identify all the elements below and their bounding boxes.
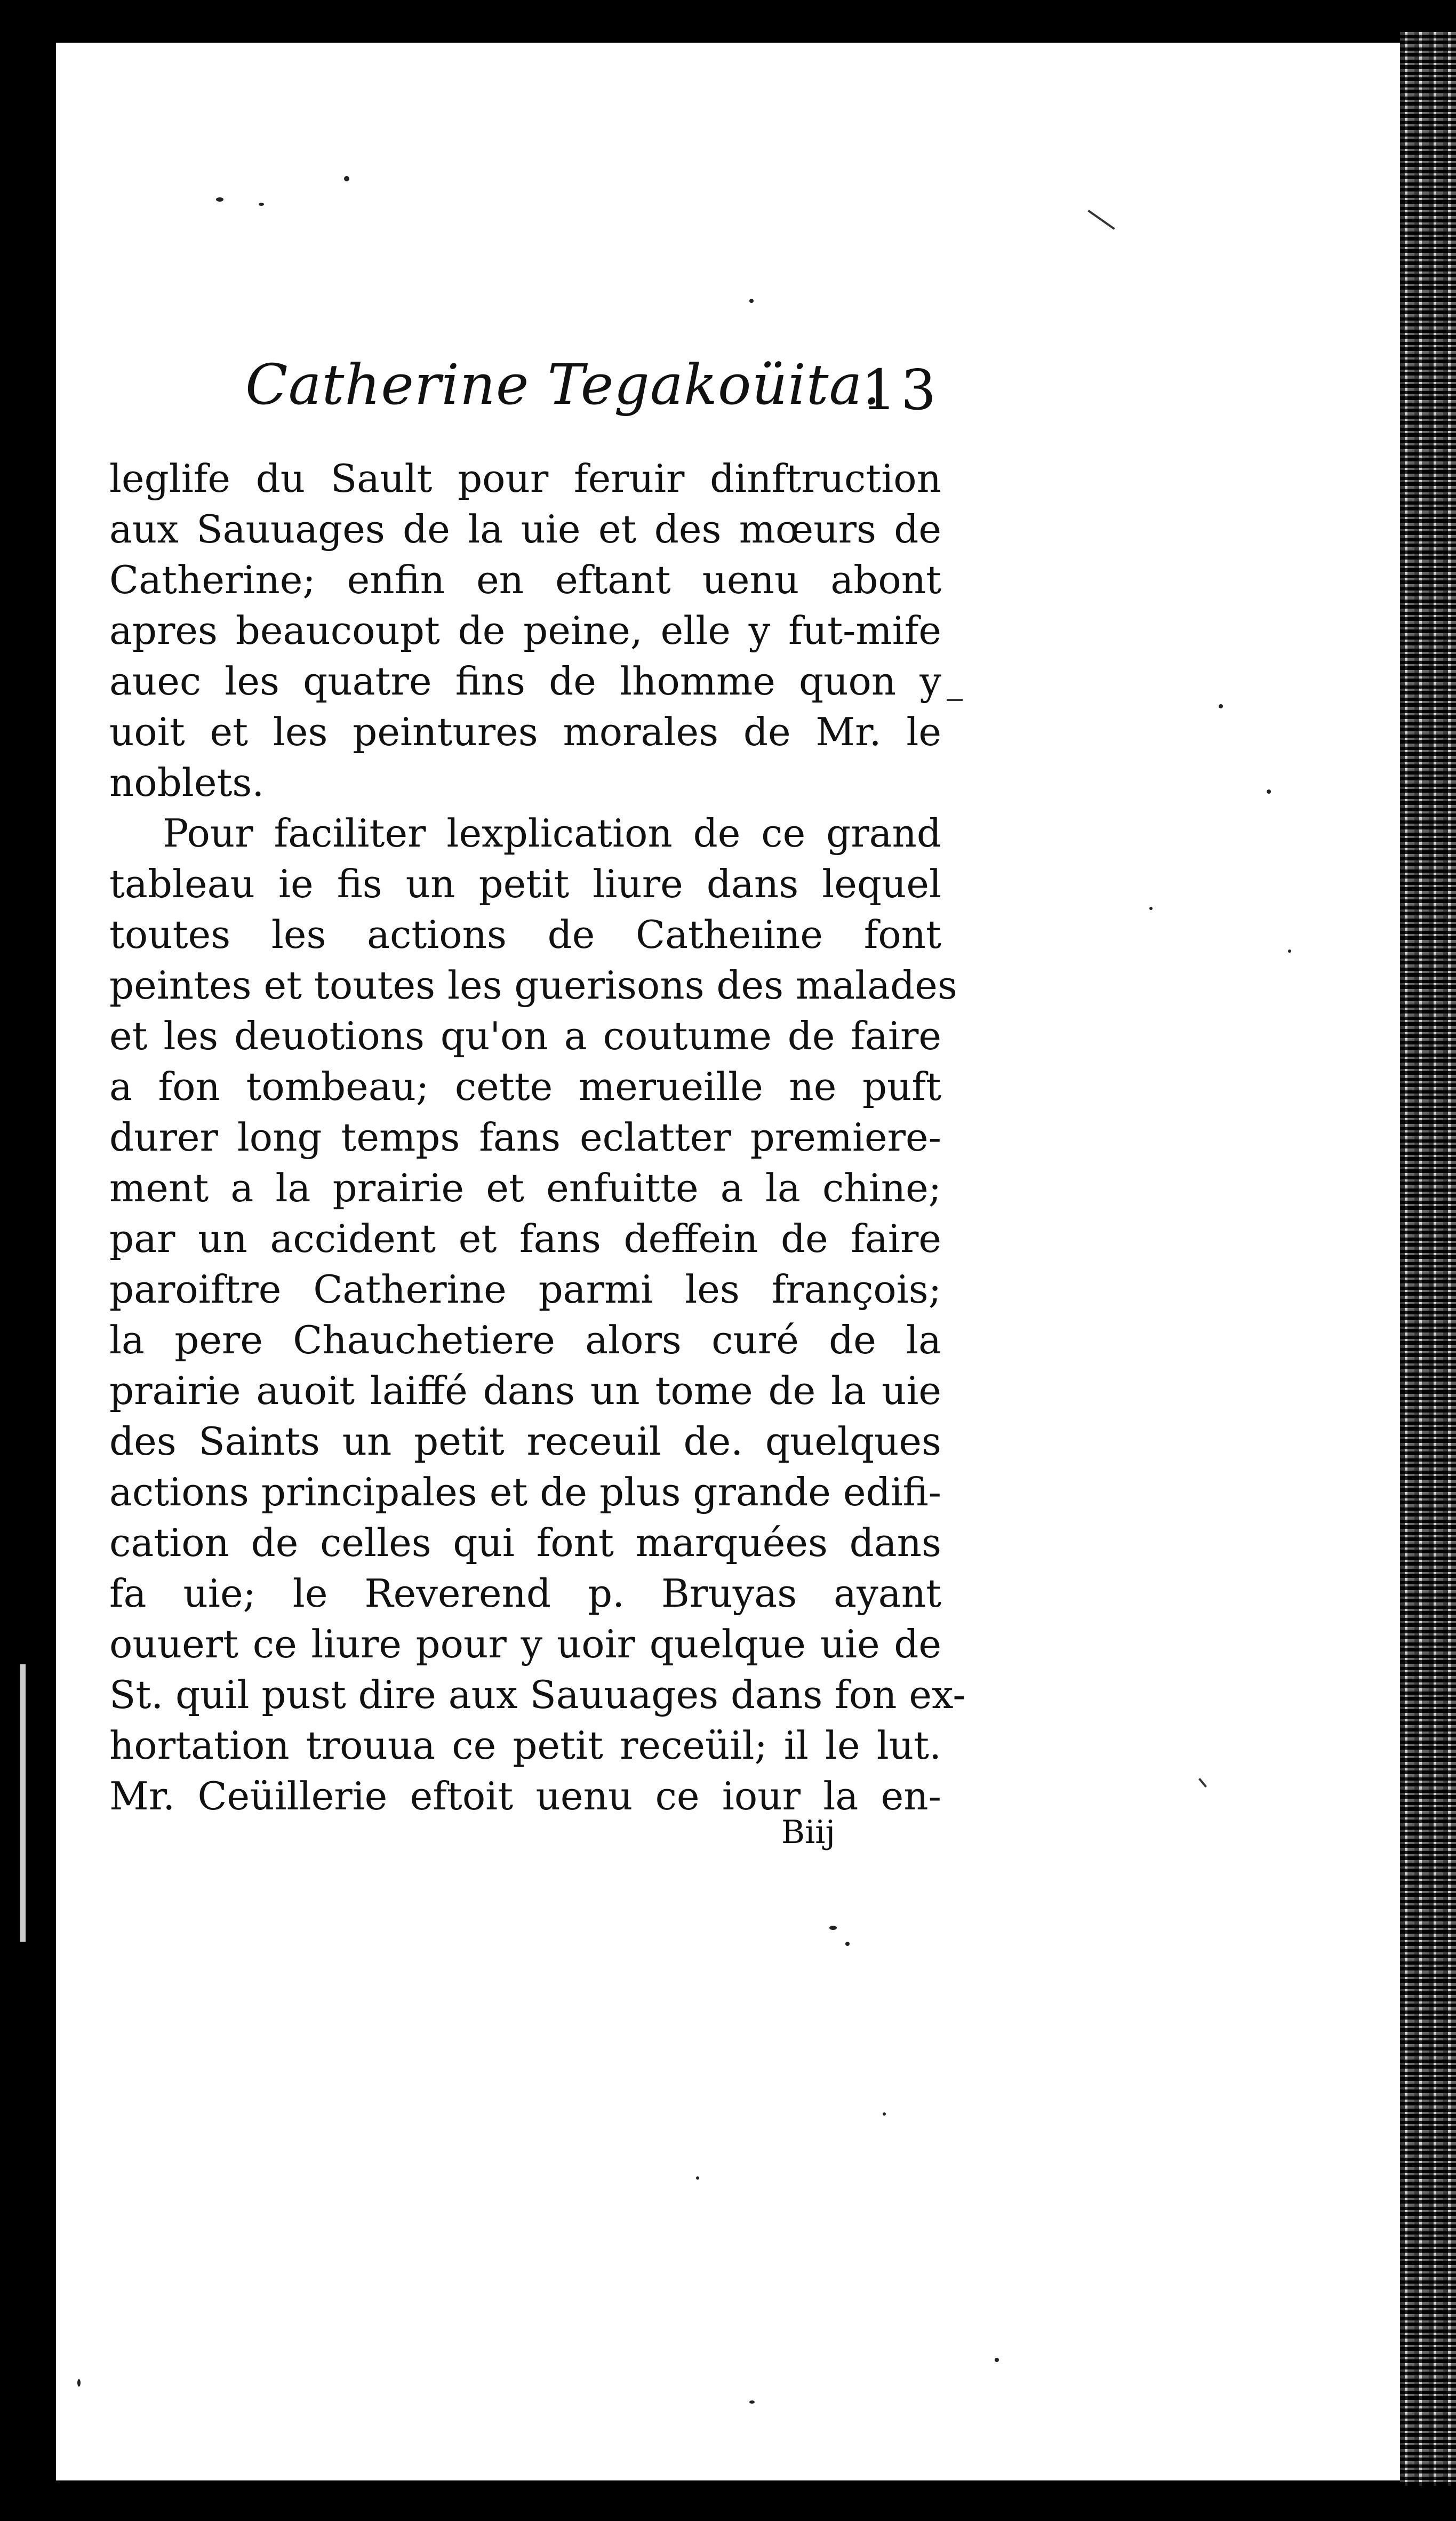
text-line: des Saints un petit receuil de. quelques	[109, 1419, 941, 1464]
text-line: leglife du Sault pour feruir dinftruction	[109, 456, 941, 501]
text-line: prairie auoit laiffé dans un tome de la uie	[109, 1368, 941, 1413]
scanned-page	[56, 43, 1400, 2480]
text-line: apres beaucoupt de peine, elle y fut-mife	[109, 608, 941, 653]
scan-speck	[1267, 789, 1271, 794]
scan-border-nick	[20, 1664, 26, 1942]
text-line: ment a la prairie et enfuitte a la chine;	[109, 1166, 941, 1210]
text-line: auec les quatre fins de lhomme quon y	[109, 659, 941, 704]
text-line: cation de celles qui font marquées dans	[109, 1520, 941, 1565]
text-line: uoit et les peintures morales de Mr. le	[109, 709, 941, 754]
scan-speck	[995, 2358, 999, 2362]
page-number: 13	[861, 357, 941, 422]
scan-speck	[883, 2112, 886, 2116]
scan-speck	[259, 203, 264, 206]
text-line: Pour faciliter lexplication de ce grand	[163, 811, 941, 856]
scan-speck	[845, 1942, 850, 1946]
text-line: actions principales et de plus grande edifi-	[109, 1470, 941, 1514]
scan-speck	[829, 1926, 837, 1930]
body-text	[109, 453, 966, 1822]
signature-mark: Biij	[781, 1814, 836, 1851]
scan-mark	[1198, 1778, 1207, 1788]
scan-speck	[216, 197, 223, 202]
scan-speck	[344, 176, 349, 181]
text-line: fa uie; le Reverend p. Bruyas ayant	[109, 1571, 941, 1616]
scan-mark	[947, 699, 963, 701]
text-line: la pere Chauchetiere alors curé de la	[109, 1318, 941, 1362]
text-line: aux Sauuages de la uie et des mœurs de	[109, 507, 941, 552]
running-head: Catherine Tegakoüita.	[245, 352, 881, 417]
scan-speck	[77, 2379, 81, 2387]
scan-speck	[1219, 704, 1223, 708]
text-line: toutes les actions de Catheıine font	[109, 912, 941, 957]
text-line: ouuert ce liure pour y uoir quelque uie de	[109, 1622, 941, 1666]
text-line: a fon tombeau; cette merueille ne puft	[109, 1064, 941, 1109]
text-line: peintes et toutes les guerisons des malades	[109, 963, 957, 1008]
scan-speck	[1288, 950, 1291, 953]
text-line: St. quil pust dire aux Sauuages dans fon ex-	[109, 1672, 966, 1717]
text-line: Mr. Ceüillerie eftoit uenu ce iour la en-	[109, 1774, 941, 1818]
scan-speck	[749, 299, 754, 303]
text-line: durer long temps fans eclatter premiere-	[109, 1115, 941, 1160]
scan-right-page-edge-texture	[1400, 32, 1456, 2486]
scan-left-border	[0, 0, 56, 2521]
scan-speck	[1149, 907, 1153, 910]
text-line: noblets.	[109, 760, 265, 805]
text-line: et les deuotions qu'on a coutume de faire	[109, 1014, 941, 1058]
text-line: tableau ie fis un petit liure dans lequel	[109, 861, 941, 906]
scan-speck	[696, 2176, 699, 2180]
text-line: hortation trouua ce petit receüil; il le lut.	[109, 1723, 941, 1768]
text-line: Catherine; enfin en eftant uenu abont	[109, 557, 941, 602]
text-line: par un accident et fans deffein de faire	[109, 1216, 941, 1261]
scan-mark	[1087, 210, 1115, 230]
text-line: paroiftre Catherine parmi les françois;	[109, 1267, 941, 1312]
scan-speck	[749, 2400, 755, 2404]
